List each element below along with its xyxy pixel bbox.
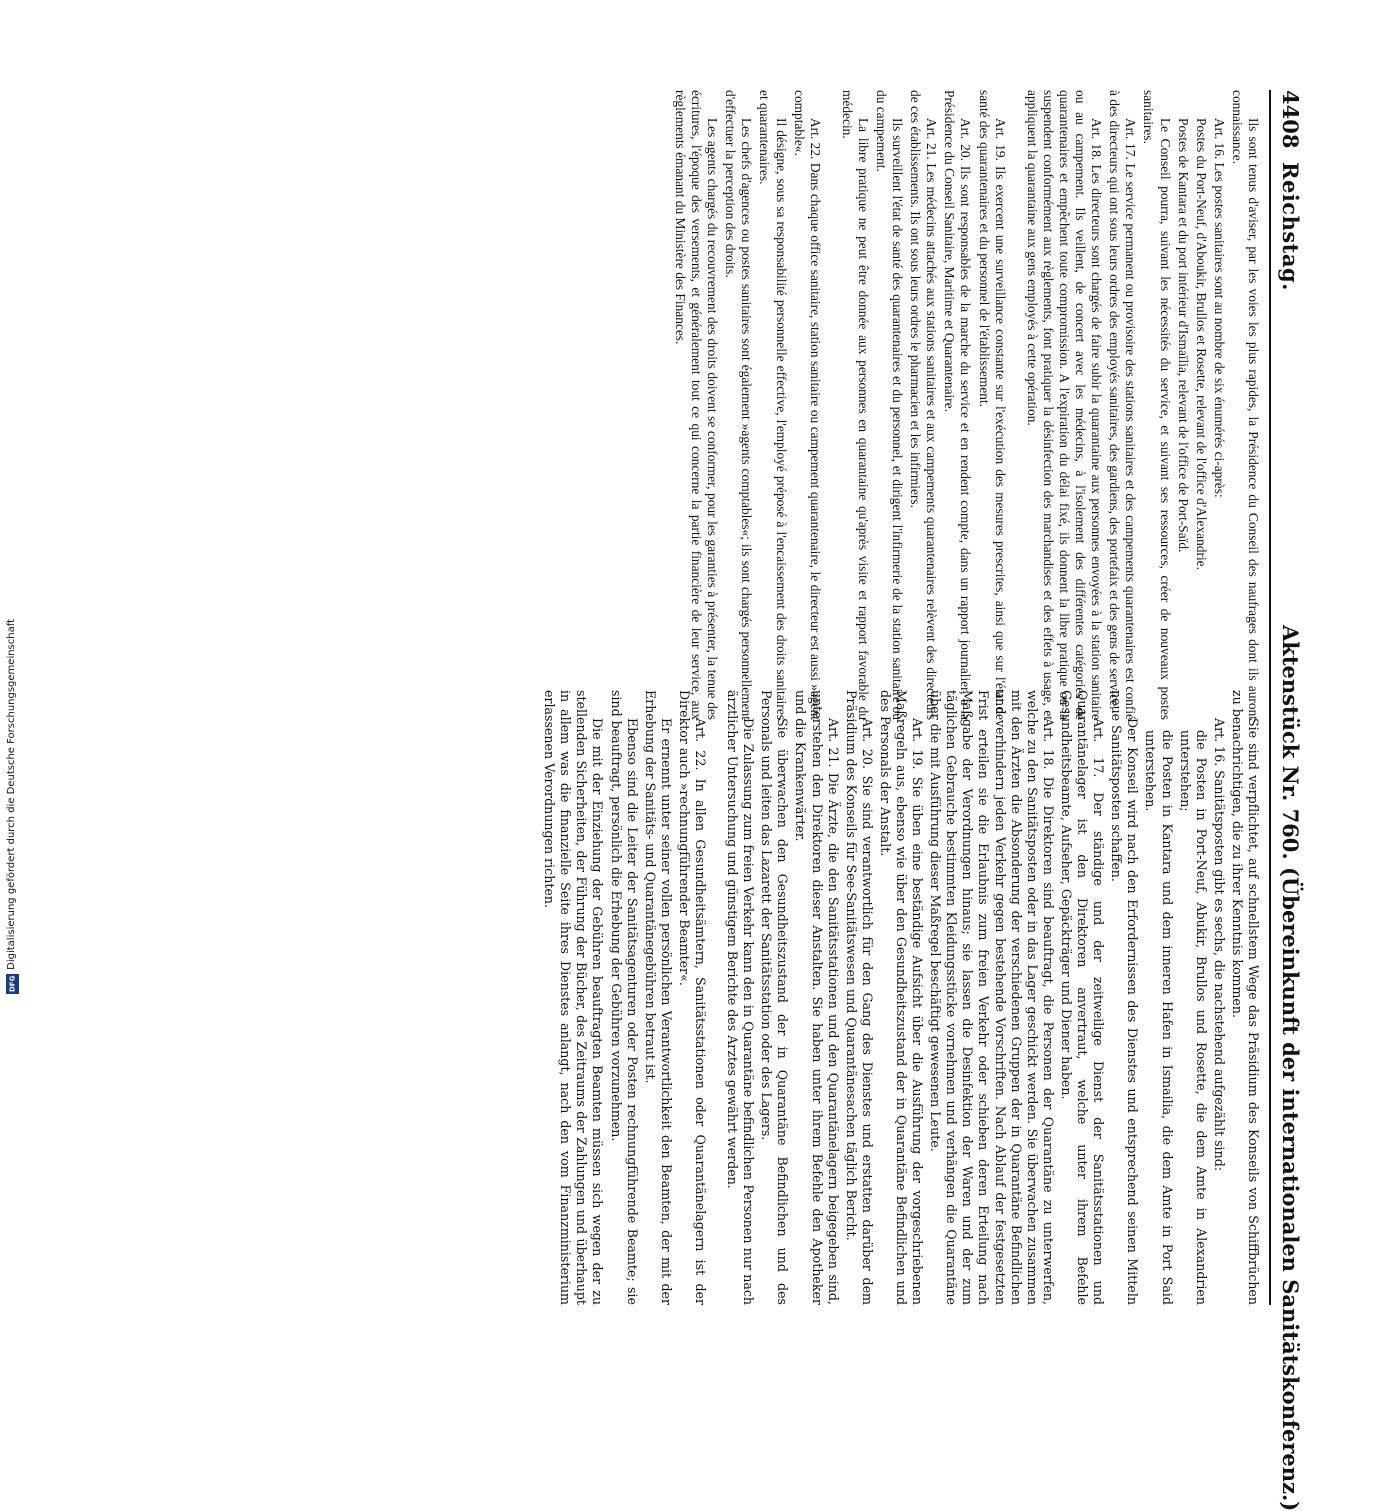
de-paragraph: Art. 19. Sie üben eine beständige Aufsicht über die Ausführung der vorgeschriebenen Maßregeln aus, ebenso wie über den Gesundheitszustand der in Quarantäne Befindlichen und des Personals der Anstalt. [877, 690, 926, 1305]
de-paragraph: Ebenso sind die Leiter der Sanitätsagenturen oder Posten rechnungführende Beamte; sie sind beauftragt, persönlich die Erhebung der Gebühren vorzunehmen. [608, 690, 640, 1305]
fr-paragraph: Art. 19. Ils exercent une surveillance constante sur l'exécution des mesures prescrites, ainsi que sur l'état de santé des quarantenaires et du personnel de l'établissement. [976, 90, 1008, 720]
dfg-logo: DFG [6, 974, 19, 994]
page-subtitle: Aktenstück Nr. 760. (Übereinkunft der internationalen Sanitätskonferenz.) [1278, 625, 1303, 1511]
fr-paragraph: Art. 21. Les médecins attachés aux stations sanitaires et aux campements quarantenaires relèvent des directeurs de ces établissements. Ils ont sous leurs ordres le pharmacien et les infirmiers. [908, 90, 940, 720]
fr-paragraph: Art. 22. Dans chaque office sanitaire, station sanitaire ou campement quarantenaire, le directeur est aussi »agent comptable«. [791, 90, 823, 720]
de-paragraph: Sie sind verpflichtet, auf schnellstem Wege das Präsidium des Konseils von Schiffbrüchen zu benachrichtigen, die zu ihrer Kenntnis kommen. [1229, 690, 1261, 1305]
fr-paragraph: Art. 20. Ils sont responsables de la marche du service et en rendent compte, dans un rapport journalier, à la Présidence du Conseil Sanitaire, Maritime et Quarantenaire. [942, 90, 974, 720]
fr-paragraph: Postes du Port-Neuf, d'Aboukir, Brullos et Rosette, relevant de l'office d'Alexandrie. [1193, 118, 1209, 570]
de-paragraph: Die mit der Einziehung der Gebühren beauftragten Beamten müssen sich wegen der zu stellenden Sicherheiten, der Führung der Bücher, des Zeitraums der Zahlungen und überhaupt in allem was die finanzielle Seite ihres Dienstes anlangt, nach den vom Finanzministerium erlassenen Verordnungen richten. [542, 690, 606, 1305]
de-paragraph: Art. 21. Die Ärzte, die den Sanitätsstationen und den Quarantänelagern beigegeben sind, unterstehen den Direktoren dieser Anstalten. Sie haben unter ihrem Befehle den Apotheker und die Krankenwärter. [793, 690, 841, 1305]
fr-paragraph: Art. 16. Les postes sanitaires sont au nombre de six énumérés ci-après: [1211, 118, 1227, 498]
fr-paragraph: Les agents chargés du recouvrement des droits doivent se conformer, pour les garanties à présenter, la tenue des écritures, l'époque des versements, et généralement tout ce qui concerne la partie financière de leur service, aux règlements émanant du Ministère des Finances. [673, 90, 721, 720]
fr-paragraph: Art. 18. Les directeurs sont chargés de faire subir la quarantaine aux personnes envoyées à la station sanitaire ou au campement. Ils veillent, de concert avec les médecins, à l'isolement des différentes catégories de quarantenaires et empêchent toute compromission. A l'expiration du délai fixé, ils donnent la libre pratique ou la suspendent conformément aux règlements, font pratiquer la désinfection des marchandises et des effets à usage, et appliquent la quarantaine aux gens employés à cette opération. [1024, 90, 1105, 720]
fr-paragraph: Art. 17. Le service permanent ou provisoire des stations sanitaires et des campements quarantenaires est confié à des directeurs qui ont sous leurs ordres des employés sanitaires, des gardiens, des portefaix et des gens de service. [1107, 90, 1139, 720]
french-column [670, 90, 1261, 720]
de-paragraph: Sie überwachen den Gesundheitszustand der in Quarantäne Befindlichen und des Personals und leiten das Lazarett der Sanitätsstation oder des Lagers. [759, 690, 791, 1305]
fr-paragraph: La libre pratique ne peut être donnée aux personnes en quarantaine qu'après visite et rapport favorable du médecin. [839, 90, 871, 720]
fr-paragraph: Ils sont tenus d'aviser, par les voies les plus rapides, la Présidence du Conseil des naufrages dont ils auront connaissance. [1229, 90, 1261, 720]
credit-text: Digitalisierung gefördert durch die Deutsche Forschungsgemeinschaft [6, 619, 17, 970]
fr-paragraph: Le Conseil pourra, suivant les nécessités du service, et suivant ses ressources, créer de nouveaux postes sanitaires. [1141, 90, 1173, 720]
de-paragraph: Art. 16. Sanitätsposten gibt es sechs, die nachstehend aufgezählt sind: [1211, 718, 1227, 1172]
de-paragraph: Art. 18. Die Direktoren sind beauftragt, die Personen der Quarantäne zu unterwerfen, welche zu den Sanitätsposten oder in das Lager geschickt werden. Sie überwachen zusammen mit den Ärzten die Absonderung der verschiedenen Gruppen der in Quarantäne Befindlichen und verhindern jeden Verkehr gegen bestehende Vorschriften. Nach Ablauf der festgesetzten Frist erteilen sie die Erlaubnis zum freien Verkehr oder schieben deren Erteilung nach Maßgabe der Verordnungen hinaus; sie lassen die Desinfektion der Waren und der zum täglichen Gebrauche bestimmten Kleidungsstücke vornehmen und verhängen die Quarantäne über die mit Ausführung dieser Maßregel beschäftigt gewesenen Leute. [928, 690, 1056, 1305]
de-paragraph: die Posten in Kantara und dem inneren Hafen in Ismailia, die dem Amte in Port Said unterstehen. [1143, 730, 1175, 1305]
digitization-credit [6, 0, 20, 1000]
page-number: 4408 [1278, 90, 1303, 149]
de-paragraph: Art. 22. In allen Gesundheitsämtern, Sanitätsstationen oder Quarantänelagern ist der Direktor auch »rechnungführender Beamter«. [676, 690, 708, 1305]
german-column [539, 690, 1261, 1305]
page-title: Reichstag. [1278, 162, 1303, 291]
fr-paragraph: Postes de Kantara et du port intérieur d'Ismaïlia, relevant de l'office de Port-Saïd. [1175, 118, 1191, 553]
fr-paragraph: Ils surveillent l'état de santé des quarantenaires et du personnel, et dirigent l'infirmerie de la station sanitaire ou du campement. [874, 90, 906, 720]
de-paragraph: Art. 17. Der ständige und der zeitweilige Dienst der Sanitätsstationen und Quarantänelager ist den Direktoren anvertraut, welche unter ihrem Befehle Gesundheitsbeamte, Aufseher, Gepäckträger und Diener haben. [1058, 690, 1107, 1305]
page-header [1269, 90, 1305, 1511]
de-paragraph: Der Konseil wird nach den Erfordernissen des Dienstes und entsprechend seinen Mitteln neue Sanitätsposten schaffen. [1109, 690, 1141, 1305]
fr-paragraph: Les chefs d'agences ou postes sanitaires sont également »agents comptables«; ils sont chargés personnellement d'effectuer la perception des droits. [723, 90, 755, 720]
de-paragraph: Er ernennt unter seiner vollen persönlichen Verantwortlichkeit den Beamten, der mit der Erhebung der Sanitäts- und Quarantänegebühren betraut ist. [642, 690, 674, 1305]
de-paragraph: Die Zulassung zum freien Verkehr kann den in Quarantäne befindlichen Personen nur nach ärztlicher Untersuchung und günstigem Berichte des Arztes gewährt werden. [725, 690, 757, 1305]
de-paragraph: Art. 20. Sie sind verantwortlich für den Gang des Dienstes und erstatten darüber dem Präsidium des Konseils für See-Sanitätswesen und Quarantänesachen täglich Bericht. [843, 690, 875, 1305]
fr-paragraph: Il désigne, sous sa responsabilité personnelle effective, l'employé préposé à l'encaissement des droits sanitaires et quarantenaires. [757, 90, 789, 720]
de-paragraph: die Posten in Port-Neuf, Abukir, Brullos und Rosette, die dem Amte in Alexandrien unterstehen; [1177, 730, 1209, 1305]
